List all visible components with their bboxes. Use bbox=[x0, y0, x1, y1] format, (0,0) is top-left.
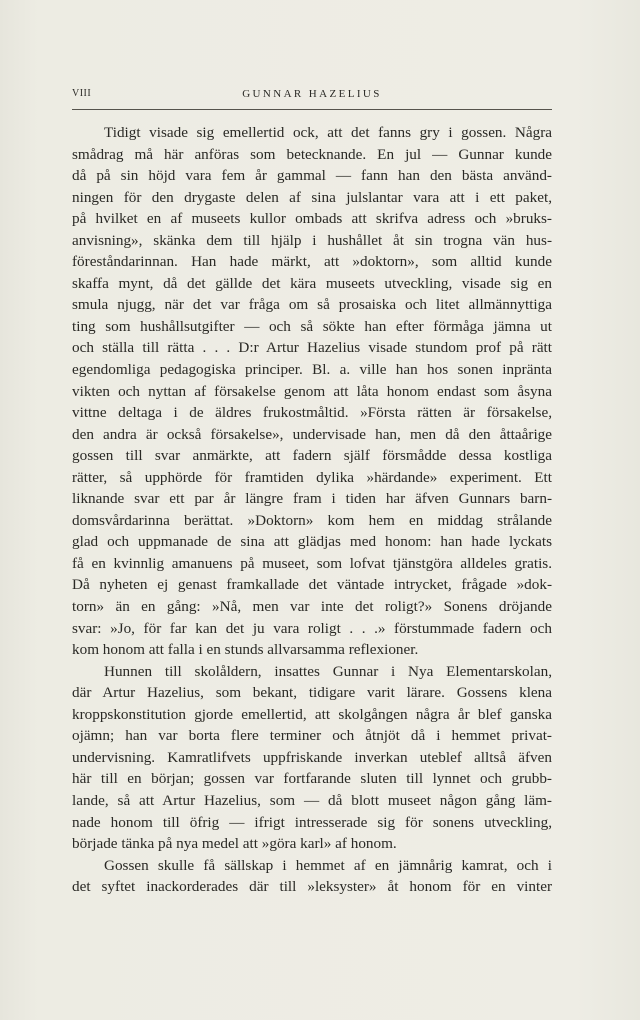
text-line: skaffa mynt, då det gällde det kära museets utveckling, visade sig en bbox=[72, 274, 552, 292]
running-head bbox=[72, 88, 552, 108]
paragraph bbox=[72, 855, 552, 898]
body-text bbox=[72, 122, 552, 898]
text-line: svar: »Jo, för far kan det ju vara roligt . . .» förstummade fadern och bbox=[72, 619, 552, 637]
text-line: det syftet inackorderades där till »leksyster» åt honom för en vinter bbox=[72, 878, 552, 896]
text-line: började tänka på nya medel att »göra karl» af honom. bbox=[72, 835, 397, 853]
text-line: ojämn; han var borta flere terminer och åtnjöt då i hemmet privat- bbox=[72, 727, 552, 745]
text-line: då på sin höjd vara fem år gammal — fann han den bästa använd- bbox=[72, 167, 552, 185]
text-line: gossen till svar anmärkte, att fadern själf försmådde dessa kostliga bbox=[72, 447, 552, 465]
text-line: där Artur Hazelius, som bekant, tidigare varit lärare. Gossens klena bbox=[72, 684, 552, 702]
text-line: få en kvinnlig amanuens på museet, som lofvat tjänstgöra alldeles gratis. bbox=[72, 554, 552, 572]
text-line: lande, så att Artur Hazelius, som — då blott museet någon gång läm- bbox=[72, 791, 552, 809]
text-line: anvisning», skänka dem till hjälp i hushållet åt sin trogna vän hus- bbox=[72, 231, 552, 249]
text-line: kroppskonstitution gjorde emellertid, att skolgången några år blef ganska bbox=[72, 705, 552, 723]
text-line: rätter, så upphörde för framtiden dylika »härdande» experiment. Ett bbox=[72, 468, 552, 486]
text-line: vittne deltaga i de äldres frukostmåltid. »Första rätten är försakelse, bbox=[72, 404, 552, 422]
text-line: Gossen skulle få sällskap i hemmet af en jämnårig kamrat, och i bbox=[104, 856, 552, 874]
paragraph bbox=[72, 661, 552, 855]
paragraph bbox=[72, 122, 552, 661]
text-line: nade honom till öfrig — ifrigt intresserade sig för sonens utveckling, bbox=[72, 813, 552, 831]
text-line: vikten och nyttan af försakelse genom att låta honom endast som åsyna bbox=[72, 382, 552, 400]
text-line: smula njugg, när det var fråga om så prosaiska och litet allmännyttiga bbox=[72, 296, 552, 314]
text-line: undervisning. Kamratlifvets uppfriskande inverkan uteblef alltså äfven bbox=[72, 748, 552, 766]
text-line: torn» än en gång: »Nå, men var inte det roligt?» Sonens dröjande bbox=[72, 598, 552, 616]
header-rule bbox=[72, 109, 552, 110]
text-line: smådrag må här anföras som betecknande. En jul — Gunnar kunde bbox=[72, 145, 552, 163]
running-title: GUNNAR HAZELIUS bbox=[242, 88, 382, 100]
text-line: glad och uppmanade de sina att glädjas med honom: han hade lyckats bbox=[72, 533, 552, 551]
page-edge-mark bbox=[623, 0, 637, 60]
text-line: domsvårdarinna berättat. »Doktorn» kom hem en middag strålande bbox=[72, 511, 552, 529]
text-line: Hunnen till skolåldern, insattes Gunnar i Nya Elementarskolan, bbox=[104, 662, 552, 680]
text-line: här till en början; gossen var fortfarande sluten till lynnet och grubb- bbox=[72, 770, 552, 788]
text-line: Då nyheten ej genast framkallade det väntade intrycket, frågade »dok- bbox=[72, 576, 552, 594]
text-line: den andra är också försakelse», undervisade han, men då den åttaårige bbox=[72, 425, 552, 443]
text-line: egendomliga pedagogiska principer. Bl. a. ville han hos sonen inpränta bbox=[72, 361, 552, 379]
text-line: på hvilket en af museets kullor ombads att skrifva adress och »bruks- bbox=[72, 210, 552, 228]
text-line: och ställa till rätta . . . D:r Artur Hazelius visade stundom prof på rätt bbox=[72, 339, 552, 357]
text-line: ningen för den drygaste delen af sina julslantar vara att i ett paket, bbox=[72, 188, 552, 206]
text-line: ting som hushållsutgifter — och så sökte han efter förmåga jämna ut bbox=[72, 317, 552, 335]
text-line: föreståndarinnan. Han hade märkt, att »doktorn», som alltid kunde bbox=[72, 253, 552, 271]
page-number: VIII bbox=[72, 88, 92, 99]
text-line: liknande svar ett par år längre fram i tiden har äfven Gunnars barn- bbox=[72, 490, 552, 508]
text-line: Tidigt visade sig emellertid ock, att det fanns gry i gossen. Några bbox=[104, 124, 552, 141]
text-line: kom honom att falla i en stunds allvarsamma reflexioner. bbox=[72, 641, 419, 659]
